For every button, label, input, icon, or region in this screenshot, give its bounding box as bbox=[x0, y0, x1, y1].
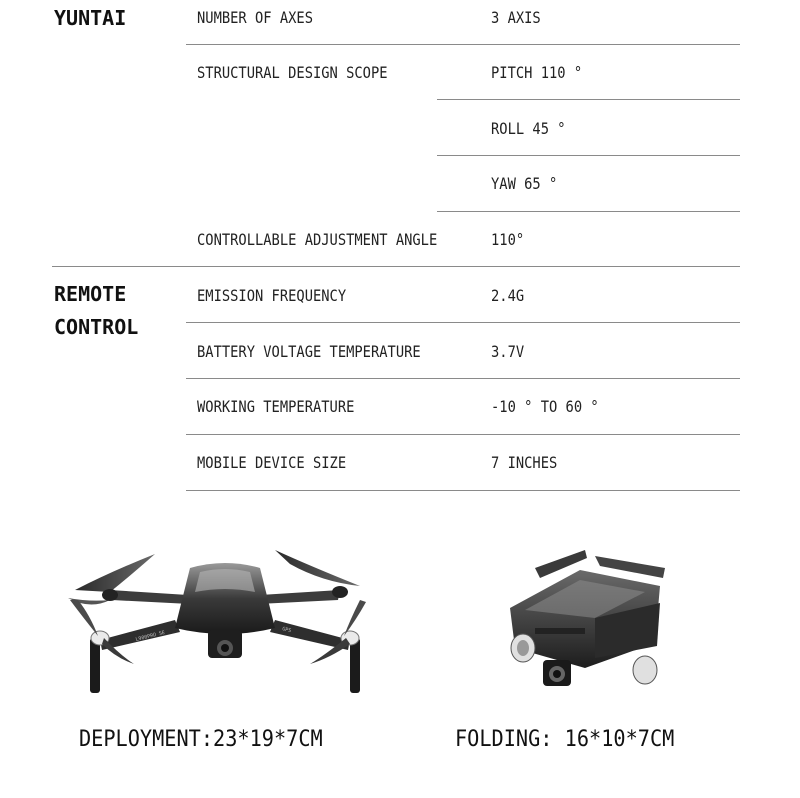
section-title-remote-control: REMOTE CONTROL bbox=[54, 282, 139, 339]
row-divider bbox=[437, 99, 740, 100]
spec-value-emission-frequency: 2.4G bbox=[491, 286, 525, 305]
row-divider bbox=[186, 322, 740, 323]
spec-label-emission-frequency: EMISSION FREQUENCY bbox=[197, 286, 347, 305]
row-divider bbox=[186, 434, 740, 435]
spec-value-yaw: YAW 65 ° bbox=[491, 174, 558, 193]
drone-deployed-image bbox=[60, 540, 390, 710]
section-divider bbox=[52, 266, 740, 267]
spec-value-working-temperature: -10 ° TO 60 ° bbox=[491, 397, 599, 416]
spec-label-working-temperature: WORKING TEMPERATURE bbox=[197, 397, 355, 416]
arm-label-right: GPS bbox=[281, 626, 292, 635]
row-divider bbox=[186, 44, 740, 45]
spec-value-roll: ROLL 45 ° bbox=[491, 119, 566, 138]
spec-value-battery-voltage: 3.7V bbox=[491, 342, 525, 361]
row-divider bbox=[186, 378, 740, 379]
spec-value-pitch: PITCH 110 ° bbox=[491, 63, 583, 82]
spec-value-number-of-axes: 3 AXIS bbox=[491, 8, 541, 27]
spec-value-controllable-adjustment-angle: 110° bbox=[491, 230, 525, 249]
drone-folded-image bbox=[495, 548, 675, 698]
row-divider bbox=[186, 490, 740, 491]
arm-label-left: L900PRO SE bbox=[135, 629, 166, 643]
spec-label-number-of-axes: NUMBER OF AXES bbox=[197, 8, 313, 27]
spec-label-controllable-adjustment-angle: CONTROLLABLE ADJUSTMENT ANGLE bbox=[197, 230, 438, 249]
row-divider bbox=[437, 155, 740, 156]
spec-label-structural-design-scope: STRUCTURAL DESIGN SCOPE bbox=[197, 63, 388, 82]
caption-deployment-size: DEPLOYMENT:23*19*7CM bbox=[79, 727, 323, 752]
caption-folding-size: FOLDING: 16*10*7CM bbox=[455, 727, 675, 752]
section-title-yuntai: YUNTAI bbox=[54, 6, 127, 30]
spec-label-battery-voltage: BATTERY VOLTAGE TEMPERATURE bbox=[197, 342, 421, 361]
spec-label-mobile-device-size: MOBILE DEVICE SIZE bbox=[197, 453, 347, 472]
row-divider bbox=[437, 211, 740, 212]
spec-value-mobile-device-size: 7 INCHES bbox=[491, 453, 558, 472]
